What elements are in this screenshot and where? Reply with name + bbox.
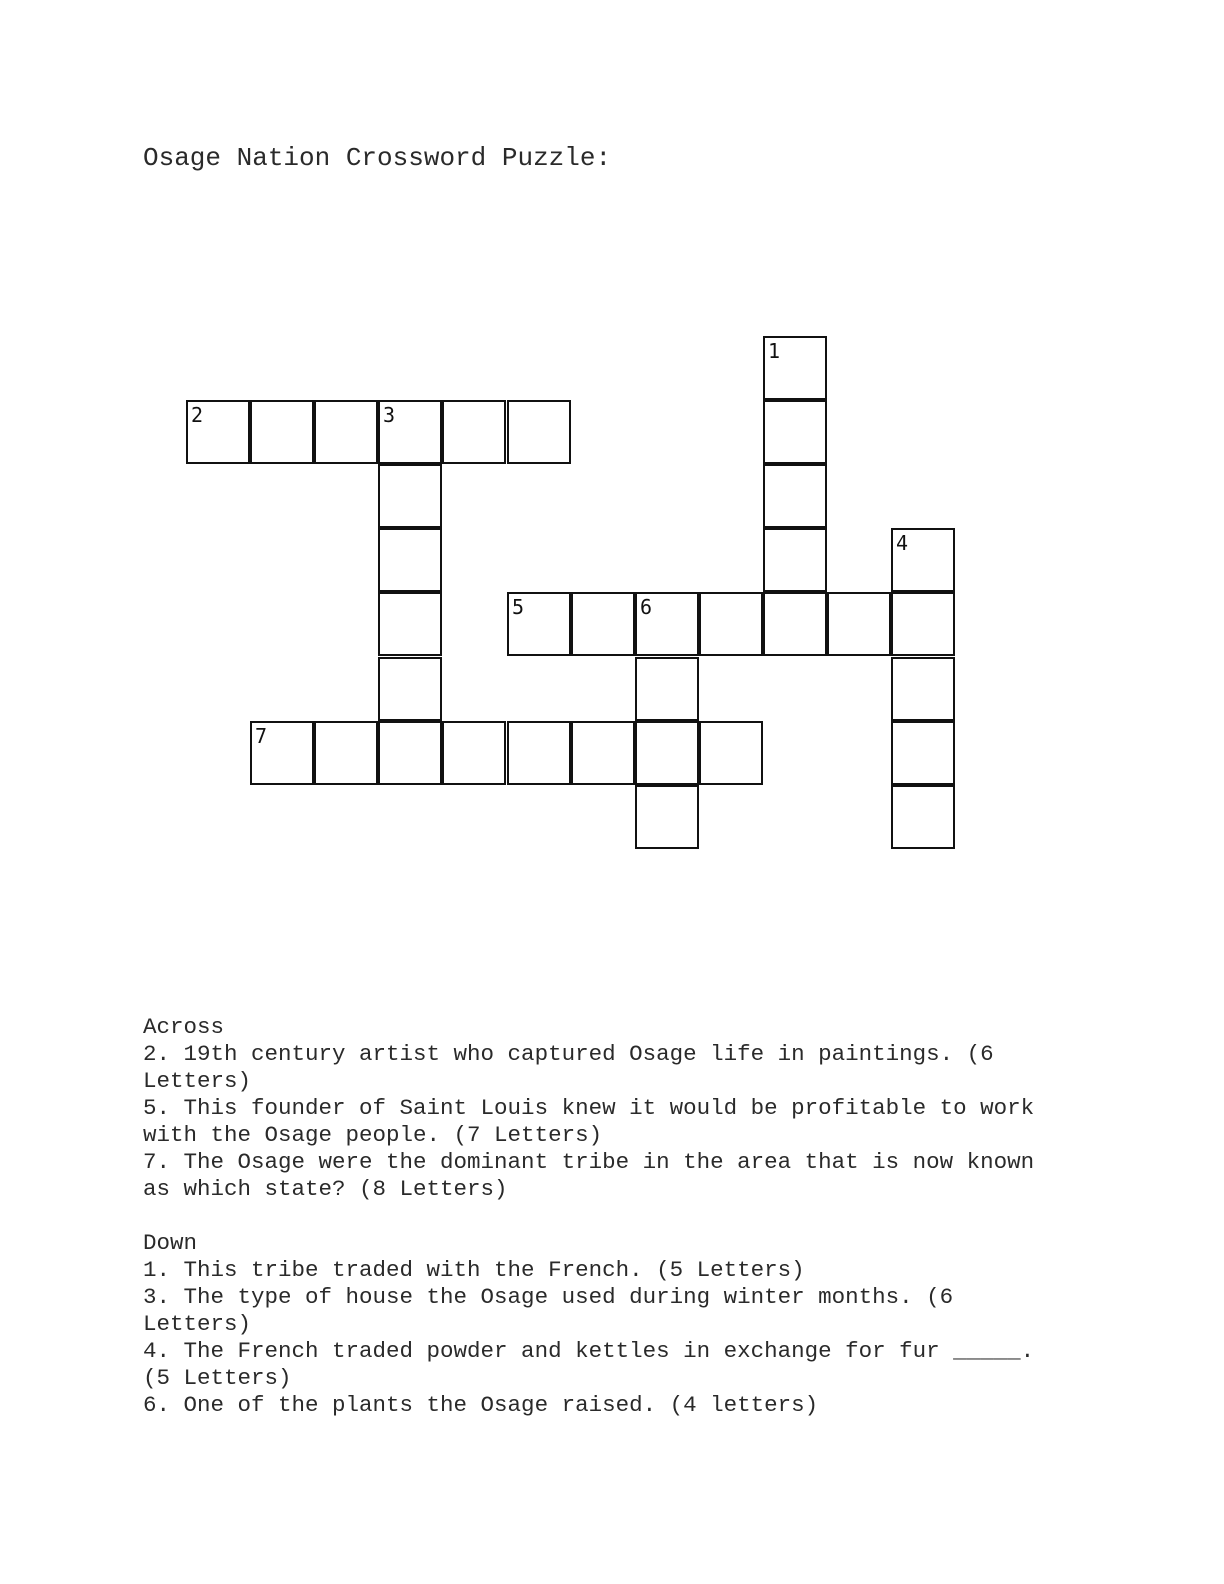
crossword-cell[interactable] [314, 721, 378, 785]
crossword-cell-1[interactable] [763, 336, 827, 400]
crossword-cell[interactable] [442, 721, 506, 785]
crossword-cell[interactable] [891, 592, 955, 656]
down-clue-4: 4. The French traded powder and kettles in exchange for fur _____. (5 Letters) [143, 1338, 1035, 1391]
crossword-cell-5[interactable] [507, 592, 571, 656]
crossword-cell[interactable] [378, 657, 442, 721]
clue-list [143, 1014, 1063, 1419]
crossword-cell[interactable] [763, 528, 827, 592]
across-clue-7: 7. The Osage were the dominant tribe in the area that is now known as which state? (8 Letters) [143, 1149, 1035, 1202]
down-heading: Down [143, 1230, 198, 1256]
across-heading: Across [143, 1014, 225, 1040]
clue-number: 5 [512, 595, 525, 619]
crossword-cell[interactable] [635, 657, 699, 721]
crossword-cell[interactable] [571, 592, 635, 656]
crossword-cell[interactable] [378, 721, 442, 785]
crossword-cell[interactable] [891, 785, 955, 849]
crossword-cell[interactable] [378, 464, 442, 528]
page-title: Osage Nation Crossword Puzzle: [143, 143, 612, 173]
crossword-cell[interactable] [699, 721, 763, 785]
crossword-cell[interactable] [635, 721, 699, 785]
across-clue-5: 5. This founder of Saint Louis knew it would be profitable to work with the Osage people. (7 Letters) [143, 1095, 1035, 1148]
crossword-cell-2[interactable] [186, 400, 250, 464]
clue-number: 3 [383, 403, 396, 427]
crossword-cell[interactable] [763, 400, 827, 464]
clue-number: 6 [640, 595, 653, 619]
crossword-cell-7[interactable] [250, 721, 314, 785]
crossword-cell-4[interactable] [891, 528, 955, 592]
crossword-cell[interactable] [378, 592, 442, 656]
crossword-cell[interactable] [891, 721, 955, 785]
crossword-cell-3[interactable] [378, 400, 442, 464]
crossword-cell[interactable] [378, 528, 442, 592]
crossword-cell[interactable] [635, 785, 699, 849]
clue-number: 7 [255, 724, 268, 748]
clue-number: 4 [896, 531, 909, 555]
across-clue-2: 2. 19th century artist who captured Osage life in paintings. (6 Letters) [143, 1041, 994, 1094]
down-clue-1: 1. This tribe traded with the French. (5 Letters) [143, 1257, 805, 1283]
crossword-cell[interactable] [571, 721, 635, 785]
clue-spacer [143, 1203, 1063, 1230]
crossword-cell[interactable] [699, 592, 763, 656]
crossword-cell[interactable] [314, 400, 378, 464]
clue-number: 2 [191, 403, 204, 427]
crossword-cell[interactable] [891, 657, 955, 721]
crossword-cell[interactable] [250, 400, 314, 464]
down-clue-3: 3. The type of house the Osage used during winter months. (6 Letters) [143, 1284, 954, 1337]
crossword-cell[interactable] [507, 400, 571, 464]
crossword-cell-6[interactable] [635, 592, 699, 656]
down-clue-6: 6. One of the plants the Osage raised. (4 letters) [143, 1392, 819, 1418]
crossword-cell[interactable] [763, 464, 827, 528]
crossword-cell[interactable] [763, 592, 827, 656]
crossword-cell[interactable] [507, 721, 571, 785]
crossword-cell[interactable] [827, 592, 891, 656]
clue-number: 1 [768, 339, 781, 363]
crossword-cell[interactable] [442, 400, 506, 464]
